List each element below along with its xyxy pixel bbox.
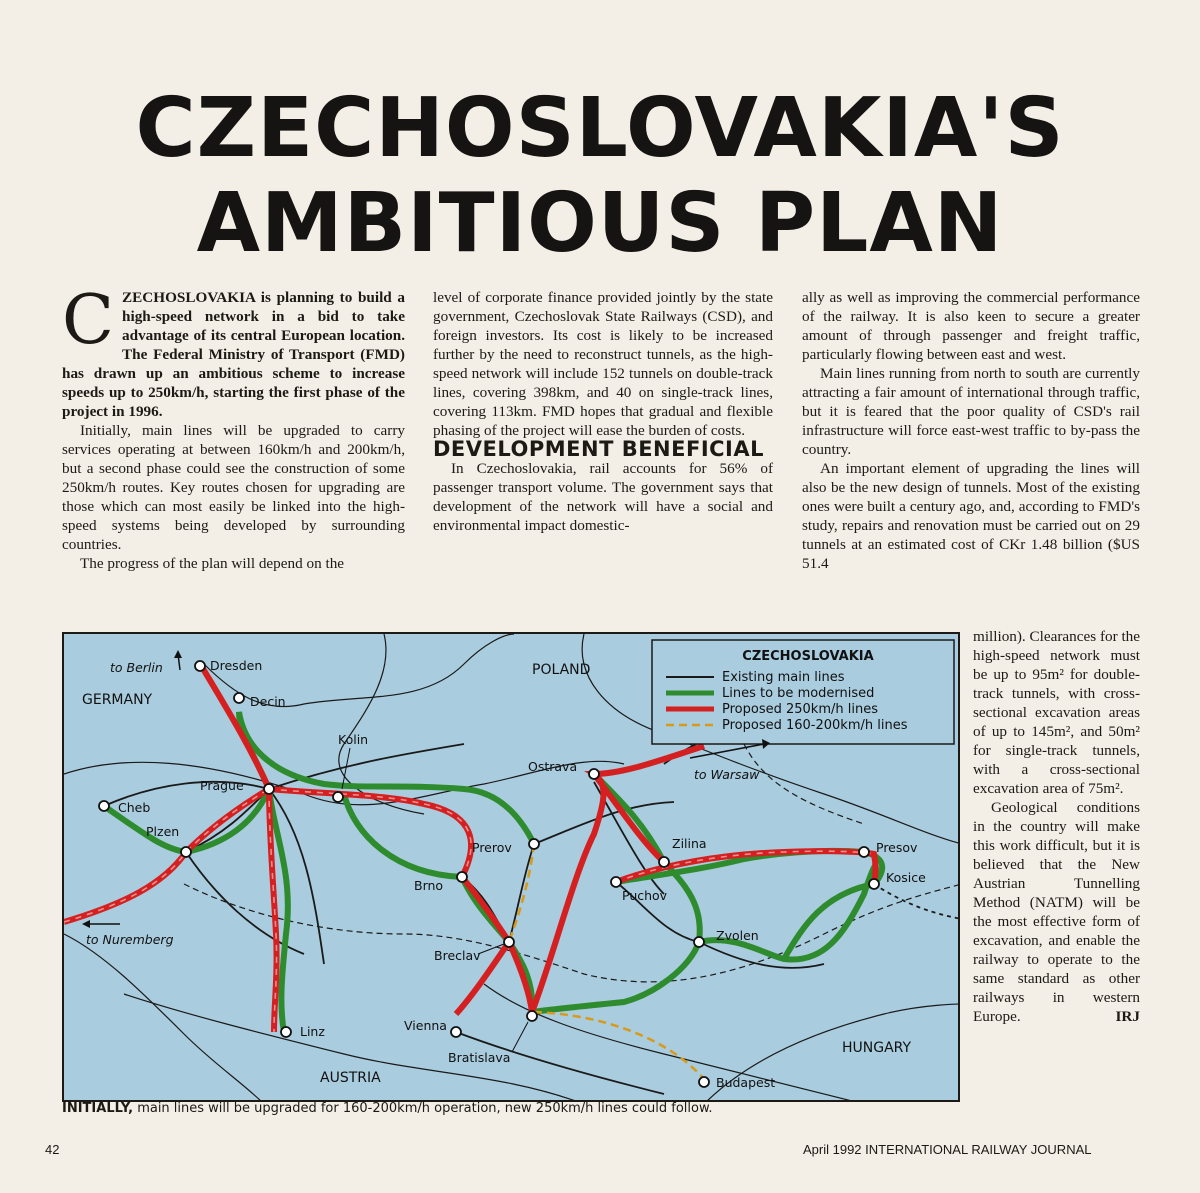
city-node [859,847,869,857]
city-node [611,877,621,887]
city-label: Vienna [404,1018,447,1033]
body-paragraph: level of corporate finance provided jointly by the state government, Czechoslovak State Railways (CSD), and foreign investors. Its cost is likely to be increased further by the need to reconstruct tunnels, as the high-speed network will include 152 tunnels on double-track lines, covering 398km, and 40 on single-track lines, covering 113km. FMD hopes that gradual and flexible phasing of the project will ease the burden of costs. [433,289,773,439]
city-node [281,1027,291,1037]
city-node [527,1011,537,1021]
city-node [451,1027,461,1037]
arrow-label: to Warsaw [694,767,760,782]
caption-text: main lines will be upgraded for 160-200km/h operation, new 250km/h lines could follow. [133,1101,713,1116]
city-node [333,792,343,802]
article-title-line-2: AMBITIOUS PLAN [196,176,1004,271]
city-label: Zilina [672,836,707,851]
city-label: Zvolen [716,928,759,943]
body-paragraph: An important element of upgrading the lines will also be the new design of tunnels. Most of the existing ones were built a century ago, and, according to FMD's study, repairs and renovation must be carried out on 29 tunnels at an estimated cost of CKr 1.48 billion ($US 51.4 [802,460,1140,572]
body-paragraph: Initially, main lines will be upgraded to carry services operating at between 160km/h and 200km/h, but a second phase could see the construction of some 250km/h routes. Key routes chosen for upgrading are those which can most easily be linked into the high-speed systems being developed by surrounding countries. [62,422,405,553]
city-node [195,661,205,671]
legend-item: Existing main lines [722,670,845,685]
country-label: GERMANY [82,692,153,708]
country-label: HUNGARY [842,1040,912,1056]
lead-text: ZECHOSLOVAKIA is planning to build a high-speed network in a bid to take advantage of its central European location. The Federal Ministry of Transport (FMD) has drawn up an ambitious scheme to increase speeds up to 250km/h, starting the first phase of the project in 1996. [62,289,405,420]
city-label: Prague [200,778,244,793]
body-paragraph: million). Clearances for the high-speed network must be up to 95m² for double-track tunnels, with cross-sectional excavation areas of up to 145m², and 50m² for single-track tunnels, with a cross-sectional excavation area of 75m². [973,628,1141,797]
legend-item: Proposed 160-200km/h lines [722,718,908,733]
legend-item: Lines to be modernised [722,686,875,701]
city-node [99,801,109,811]
pointer-line [512,1022,528,1052]
city-node [234,693,244,703]
city-node [694,937,704,947]
railway-map [62,632,960,1102]
legend-item: Proposed 250km/h lines [722,702,878,717]
city-label: Kosice [886,870,926,885]
article-column-3-continued [973,627,1140,1026]
arrow-label: to Nuremberg [86,932,174,947]
caption-lead: INITIALLY, [62,1101,134,1116]
closing-text: Geological conditions in the country will make this work difficult, but it is believed that the New Austrian Tunnelling Method (NATM) will be the most effective form of excavation, and enable the railway to operate to the same standard as other railways in western Europe. [973,799,1140,1025]
city-label: Prerov [472,840,512,855]
proposed-160-200-lines [509,844,704,1079]
city-label: Ostrava [528,759,578,774]
lead-paragraph [62,281,405,421]
article-column-2 [433,288,773,535]
arrow-icon [174,650,182,658]
body-paragraph: Main lines running from north to south are currently attracting a fair amount of international through traffic, but it is feared that the poor quality of CSD's rail infrastructure will force east-west traffic to by-pass the country. [802,365,1140,458]
journal-footer: April 1992 INTERNATIONAL RAILWAY JOURNAL [803,1142,1092,1157]
legend-title: CZECHOSLOVAKIA [742,649,874,664]
country-label: AUSTRIA [320,1070,381,1086]
city-label: Decin [250,694,286,709]
city-label: Kolin [338,732,369,747]
city-label: Dresden [210,658,263,673]
railway-map-svg [64,634,960,1102]
city-node [869,879,879,889]
city-node [659,857,669,867]
drop-cap: C [62,281,115,360]
city-label: Breclav [434,948,481,963]
city-label: Puchov [622,888,668,903]
article-column-3 [802,288,1140,573]
city-label: Bratislava [448,1050,511,1065]
author-signature: IRJ [1115,1008,1140,1025]
city-label: Budapest [716,1075,776,1090]
body-paragraph [973,798,1140,1026]
city-node [457,872,467,882]
city-node [699,1077,709,1087]
city-label: Linz [300,1024,325,1039]
article-column-1 [62,281,405,573]
city-node [181,847,191,857]
city-label: Plzen [146,824,180,839]
arrow-icon [82,920,90,928]
city-node [264,784,274,794]
map-legend [652,640,954,744]
city-label: Brno [414,878,444,893]
map-caption [62,1101,960,1116]
article-title-line-1: CZECHOSLOVAKIA'S [135,81,1065,176]
city-node [589,769,599,779]
subheading: DEVELOPMENT BENEFICIAL [433,437,764,461]
city-label: Cheb [118,800,151,815]
body-paragraph: In Czechoslovakia, rail accounts for 56% of passenger transport volume. The government says that development of the network will have a social and environmental impact domestic- [433,460,773,534]
city-node [529,839,539,849]
city-node [504,937,514,947]
city-label: Presov [876,840,918,855]
country-label: POLAND [532,662,591,678]
body-paragraph: ally as well as improving the commercial performance of the railway. It is also keen to secure a greater amount of through passenger and freight traffic, particularly flowing between east and west. [802,289,1140,363]
modernised-lines [104,712,882,1032]
body-paragraph: The progress of the plan will depend on the [80,555,345,572]
page-number: 42 [45,1142,60,1157]
arrow-label: to Berlin [110,660,163,675]
